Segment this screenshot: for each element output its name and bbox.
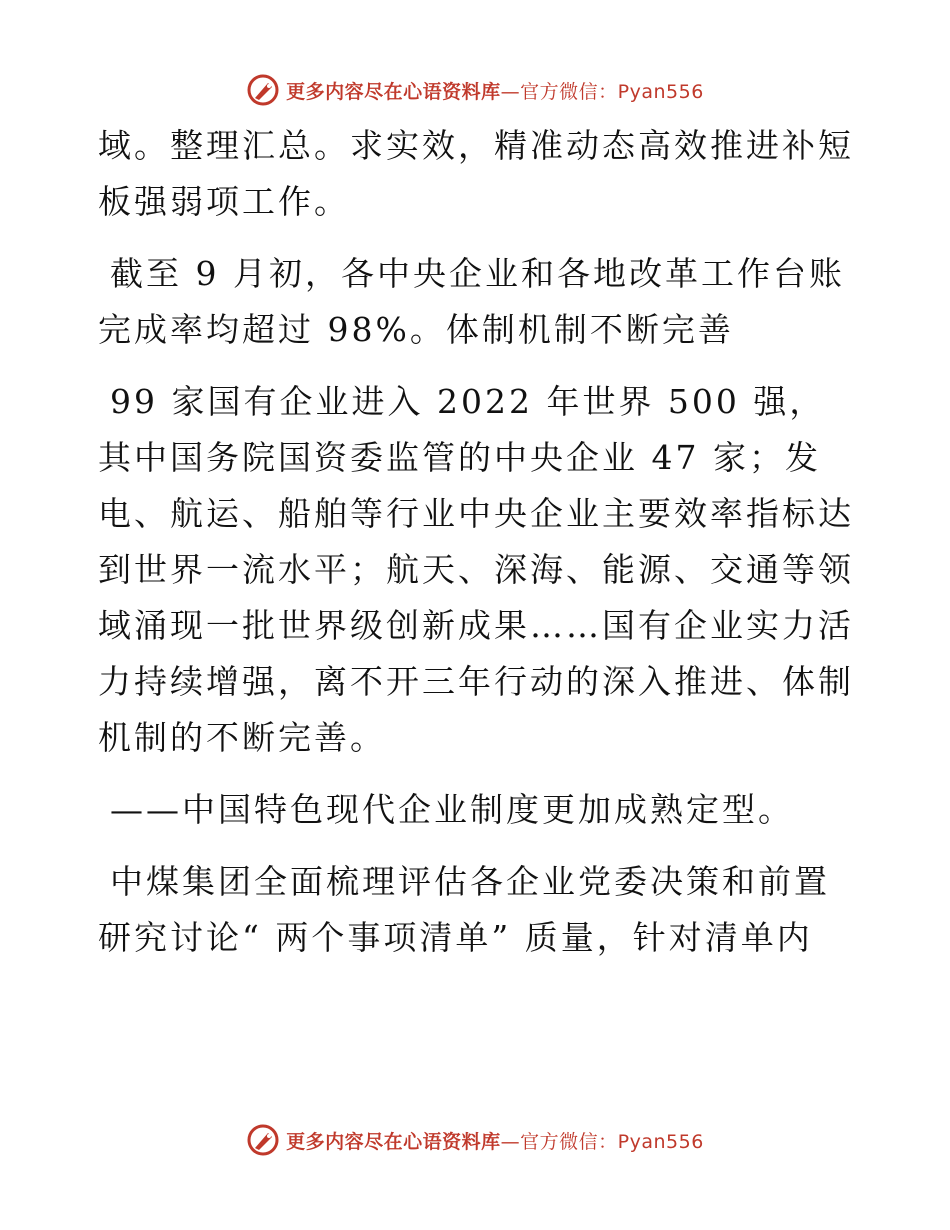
- footer-banner-inner: [246, 1123, 704, 1157]
- header-banner-text: [286, 77, 704, 104]
- footer-banner-text: [286, 1127, 704, 1154]
- footer-contact: —官方微信：Pyan556: [500, 1130, 704, 1153]
- footer-banner: [0, 1120, 950, 1160]
- footer-site-name: 更多内容尽在心语资料库: [286, 1130, 501, 1153]
- paragraph-4: ——中国特色现代企业制度更加成熟定型。: [110, 790, 794, 829]
- document-body: [98, 118, 858, 982]
- paragraph-3: 99 家国有企业进入 2022 年世界 500 强，其中国务院国资委监管的中央企业 47 家；发电、航运、船舶等行业中央企业主要效率指标达到世界一流水平；航天、深海、能源、交通等领域涌现一批世界级创新成果……国有企业实力活力持续增强，离不开三年行动的深入推进、体制机制的不断完善。: [98, 382, 854, 757]
- pen-nib-logo-icon: [246, 73, 280, 107]
- header-site-name: 更多内容尽在心语资料库: [286, 80, 501, 103]
- paragraph-5: 中煤集团全面梳理评估各企业党委决策和前置研究讨论“ 两个事项清单” 质量，针对清单内: [98, 862, 830, 957]
- paragraph-2: 截至 9 月初，各中央企业和各地改革工作台账完成率均超过 98%。体制机制不断完善: [98, 254, 845, 349]
- pen-nib-logo-icon: [246, 1123, 280, 1157]
- paragraph-1: 域。整理汇总。求实效，精准动态高效推进补短板强弱项工作。: [98, 126, 854, 221]
- header-banner: [0, 70, 950, 110]
- header-contact: —官方微信：Pyan556: [500, 80, 704, 103]
- header-banner-inner: [246, 73, 704, 107]
